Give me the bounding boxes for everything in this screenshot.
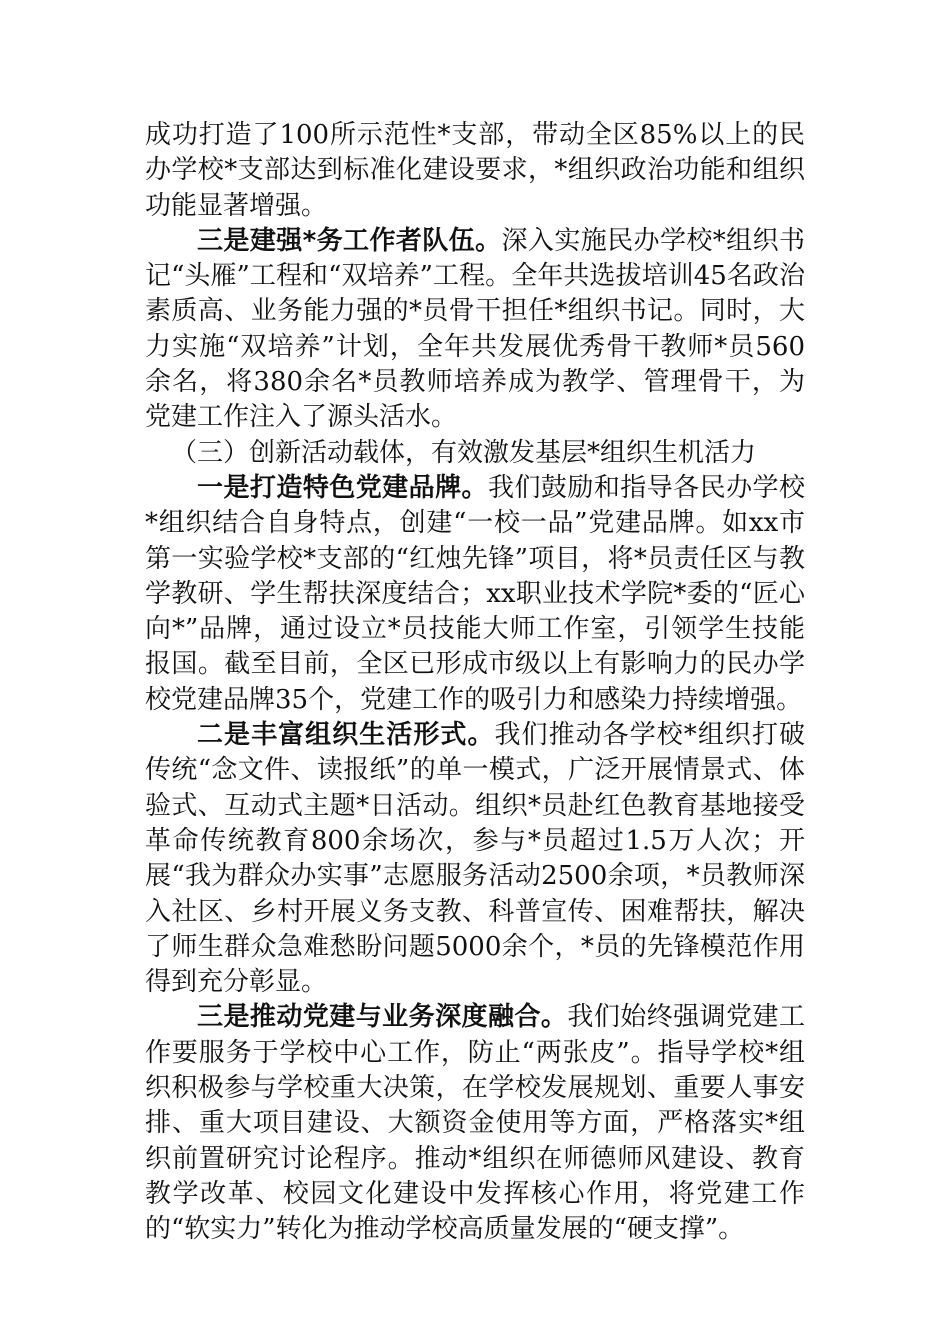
section-heading: （三）创新活动载体，有效激发基层*组织生机活力 bbox=[171, 437, 757, 468]
paragraph-intro-continuation bbox=[145, 118, 805, 224]
paragraph-integration bbox=[145, 1000, 805, 1247]
paragraph-text: 我们始终强调党建工作要服务于学校中心工作，防止“两张皮”。指导学校*组织积极参与学校重大决策，在学校发展规划、重要人事安排、重大项目建设、大额资金使用等方面，严格落实*组织前置研究讨论程序。推动*组织在师德师风建设、教育教学改革、校园文化建设中发挥核心作用，将党建工作的“软实力”转化为推动学校高质量发展的“硬支撑”。 bbox=[145, 1002, 805, 1245]
document-page bbox=[145, 118, 805, 1248]
paragraph-lead: 一是打造特色党建品牌。 bbox=[197, 472, 488, 503]
paragraph-lead: 三是建强*务工作者队伍。 bbox=[197, 225, 502, 256]
paragraph-lead: 二是丰富组织生活形式。 bbox=[197, 720, 495, 751]
paragraph-org-life bbox=[145, 718, 805, 1000]
paragraph-brand bbox=[145, 471, 805, 718]
paragraph-lead: 三是推动党建与业务深度融合。 bbox=[197, 1002, 568, 1033]
paragraph-text: 成功打造了100所示范性*支部，带动全区85%以上的民办学校*支部达到标准化建设要求，*组织政治功能和组织功能显著增强。 bbox=[145, 120, 805, 221]
paragraph-text: 我们鼓励和指导各民办学校*组织结合自身特点，创建“一校一品”党建品牌。如xx市第一实验学校*支部的“红烛先锋”项目，将*员责任区与教学教研、学生帮扶深度结合；xx职业技术学院*委的“匠心向*”品牌，通过设立*员技能大师工作室，引领学生技能报国。截至目前，全区已形成市级以上有影响力的民办学校党建品牌35个，党建工作的吸引力和感染力持续增强。 bbox=[145, 472, 805, 715]
paragraph-text: 深入实施民办学校*组织书记“头雁”工程和“双培养”工程。全年共选拔培训45名政治素质高、业务能力强的*员骨干担任*组织书记。同时，大力实施“双培养”计划，全年共发展优秀骨干教师*员560余名，将380余名*员教师培养成为教学、管理骨干，为党建工作注入了源头活水。 bbox=[145, 225, 805, 433]
paragraph-team-building bbox=[145, 224, 805, 436]
paragraph-text: 我们推动各学校*组织打破传统“念文件、读报纸”的单一模式，广泛开展情景式、体验式、互动式主题*日活动。组织*员赴红色教育基地接受革命传统教育800余场次，参与*员超过1.5万人次；开展“我为群众办实事”志愿服务活动2500余项，*员教师深入社区、乡村开展义务支教、科普宣传、困难帮扶，解决了师生群众急难愁盼问题5000余个，*员的先锋模范作用得到充分彰显。 bbox=[145, 720, 805, 998]
